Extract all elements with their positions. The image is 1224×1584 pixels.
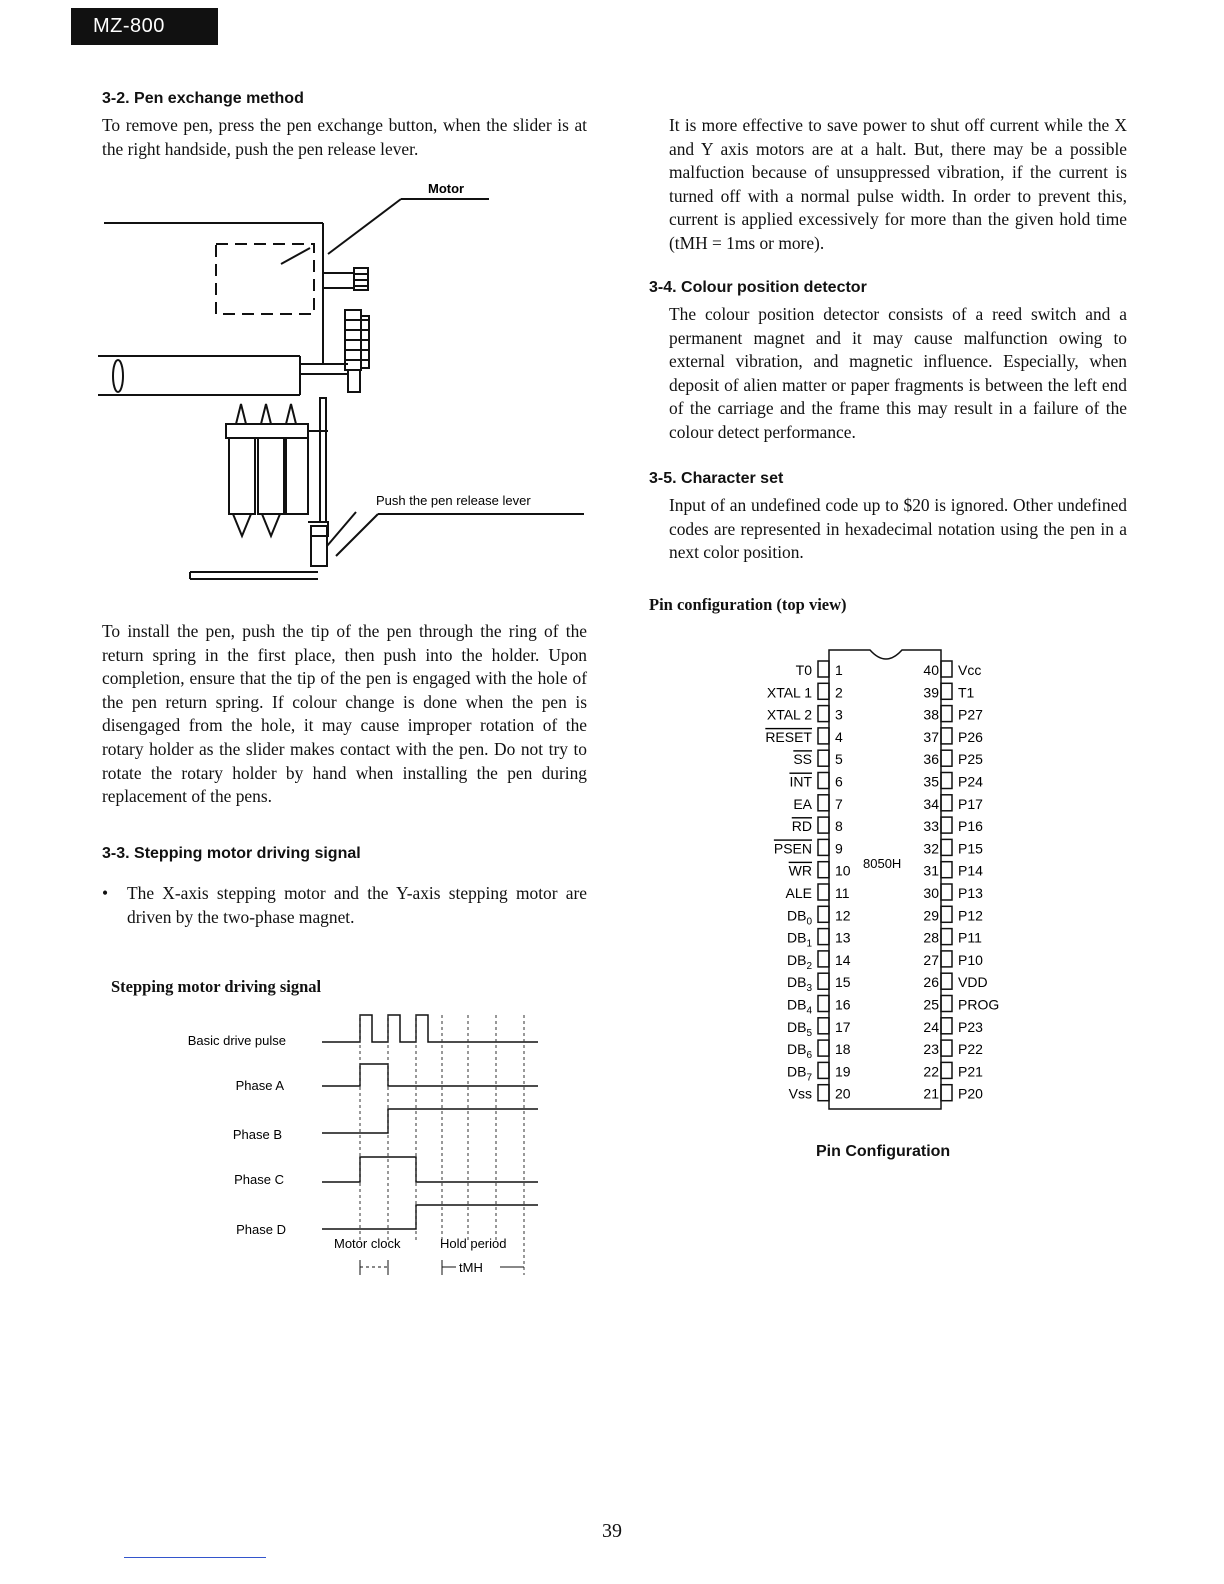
pin-number: 32 — [923, 840, 939, 857]
pin-name: P25 — [958, 751, 983, 768]
pin-box — [941, 683, 952, 699]
pin-box — [941, 773, 952, 789]
pin-number: 2 — [835, 684, 843, 701]
stepping-motor-timing-diagram — [160, 1005, 550, 1290]
pin-box — [818, 683, 829, 699]
pin-number: 30 — [923, 885, 939, 901]
pin-box — [818, 706, 829, 722]
hold-period-label: Hold period — [440, 1236, 507, 1251]
pin-name: $DB_4$ — [786, 996, 812, 1017]
pin-number: 17 — [835, 1018, 851, 1035]
pin-name: WR — [788, 862, 812, 879]
pin-number: 31 — [923, 862, 939, 879]
section-3-2-heading: 3-2. Pen exchange method — [102, 90, 304, 107]
pin-box — [941, 839, 952, 855]
pin-box — [941, 973, 952, 989]
pin-number: 28 — [923, 929, 939, 946]
pin-box — [941, 1085, 952, 1101]
pin-box — [818, 728, 829, 744]
pin-name: XTAL 2 — [766, 706, 812, 723]
pin-name: P13 — [958, 885, 983, 901]
pin-box — [941, 706, 952, 722]
pin-name: P15 — [958, 840, 983, 857]
pin-number: 16 — [835, 996, 851, 1013]
pin-name: P27 — [958, 706, 983, 723]
pin-name: ALE — [785, 885, 812, 901]
pin-name: RESET — [765, 728, 812, 745]
pin-name: P26 — [958, 728, 983, 745]
pin-number: 3 — [835, 706, 843, 723]
pin-number: 25 — [923, 996, 939, 1013]
pin-config-caption: Pin configuration (top view) — [649, 595, 847, 614]
pin-name: $DB_3$ — [786, 974, 812, 995]
pin-number: 18 — [835, 1041, 851, 1058]
section-3-4-text: The colour position detector consists of a reed switch and a permanent magnet and it may cause malfunction owing to external vibration, and magnetic influence. Especially, when deposit of alien matter or paper fragments is between the left end of the carriage and the frame this may result in a failure of the colour detect performance. — [669, 304, 1127, 442]
pin-name: $DB_0$ — [786, 907, 812, 928]
pin-number: 7 — [835, 795, 843, 812]
pin-name: $DB_6$ — [786, 1041, 812, 1062]
pin-name: $DB_1$ — [786, 929, 812, 950]
pin-box — [818, 884, 829, 900]
pin-box — [941, 906, 952, 922]
pin-name: PROG — [958, 996, 1000, 1013]
section-3-2-text: To remove pen, press the pen exchange button, when the slider is at the right handside, push the pen release lever. — [102, 115, 587, 159]
pin-box — [941, 1018, 952, 1034]
pin-box — [941, 795, 952, 811]
pin-box — [818, 1040, 829, 1056]
pin-name: $DB_5$ — [786, 1018, 812, 1039]
install-pen-text: To install the pen, push the tip of the pen through the ring of the return spring in the first place, then push into the holder. Upon completion, ensure that the tip of the pen is engaged with the hole of the pen return spring. If colour change is done when the pen is disengaged from the hole, it may cause improper rotation of the rotary holder as the slider makes contact with the pen. Do not try to rotate the rotary holder by hand when installing the pen during replacement of the pens. — [102, 621, 587, 807]
pin-configuration-diagram — [730, 640, 1030, 1120]
page-number: 39 — [602, 1520, 622, 1542]
pin-box — [818, 1018, 829, 1034]
pin-box — [941, 750, 952, 766]
chip-name: 8050H — [863, 856, 902, 871]
pin-configuration-label: Pin Configuration — [816, 1143, 951, 1160]
hold-current-text: It is more effective to save power to shut off current while the X and Y axis motors are at a halt. But, there may be a possible malfuction because of unsuppressed vibration, if the current is turned off with a normal pulse width. In order to prevent this, current is applied excessively for more than the given hold time (tMH = 1ms or more). — [669, 115, 1127, 253]
motor-clock-label: Motor clock — [334, 1236, 401, 1251]
pin-name: P17 — [958, 795, 983, 812]
pin-name: P20 — [958, 1085, 983, 1102]
pin-box — [818, 996, 829, 1012]
pin-number: 13 — [835, 929, 851, 946]
pin-number: 10 — [835, 862, 851, 879]
pin-name: P22 — [958, 1041, 983, 1058]
pin-name: P16 — [958, 818, 983, 835]
pin-box — [941, 996, 952, 1012]
pin-name: INT — [789, 773, 812, 790]
pin-number: 29 — [923, 907, 939, 924]
timing-row-label: Phase D — [236, 1222, 286, 1237]
pin-box — [941, 1062, 952, 1078]
pin-name: P23 — [958, 1018, 983, 1035]
pin-name: P11 — [958, 929, 982, 946]
pin-number: 26 — [923, 974, 939, 991]
pin-box — [818, 1062, 829, 1078]
pin-box — [941, 661, 952, 677]
pin-number: 35 — [923, 773, 939, 790]
pin-number: 6 — [835, 773, 843, 790]
pin-number: 1 — [835, 662, 843, 678]
pin-box — [818, 906, 829, 922]
pin-name: RD — [791, 818, 812, 835]
pin-name: P12 — [958, 907, 983, 924]
pin-name: VDD — [958, 974, 988, 991]
pin-number: 24 — [923, 1018, 939, 1035]
pin-name: SS — [793, 751, 812, 768]
pin-number: 36 — [923, 751, 939, 768]
pin-name: P14 — [958, 862, 983, 879]
section-3-5-heading: 3-5. Character set — [649, 470, 784, 487]
pin-name: T1 — [958, 684, 975, 701]
pin-name: $DB_7$ — [786, 1063, 812, 1084]
pin-number: 14 — [835, 951, 851, 968]
pin-box — [941, 817, 952, 833]
tmh-label: tMH — [459, 1260, 483, 1275]
pin-box — [818, 1085, 829, 1101]
pin-box — [818, 773, 829, 789]
section-3-4-heading: 3-4. Colour position detector — [649, 279, 867, 296]
footer-rule — [124, 1557, 266, 1558]
pin-box — [941, 1040, 952, 1056]
pin-number: 12 — [835, 907, 851, 924]
pin-box — [818, 661, 829, 677]
pin-box — [941, 884, 952, 900]
pin-number: 11 — [835, 885, 850, 901]
pin-box — [818, 817, 829, 833]
pin-box — [818, 795, 829, 811]
pin-name: T0 — [795, 662, 812, 678]
pin-name: P21 — [958, 1063, 983, 1080]
pin-number: 38 — [923, 706, 939, 723]
pin-number: 33 — [923, 818, 939, 835]
pin-box — [818, 862, 829, 878]
timing-row-label: Phase B — [232, 1127, 282, 1142]
pin-number: 34 — [923, 795, 939, 812]
pin-number: 22 — [923, 1063, 939, 1080]
pin-box — [941, 728, 952, 744]
pin-number: 8 — [835, 818, 843, 835]
pin-number: 39 — [923, 684, 939, 701]
pin-number: 27 — [923, 951, 939, 968]
timing-row-label: Phase A — [235, 1078, 284, 1093]
pin-box — [941, 862, 952, 878]
pen-exchange-figure — [98, 176, 590, 586]
pin-name: Vss — [788, 1085, 812, 1102]
pin-box — [818, 839, 829, 855]
release-lever-label: Push the pen release lever — [376, 493, 531, 508]
pin-name: $DB_2$ — [786, 951, 812, 972]
section-3-3-text: The X-axis stepping motor and the Y-axis stepping motor are driven by the two-phase magnet. — [127, 883, 587, 927]
pin-number: 5 — [835, 751, 843, 768]
pin-name: PSEN — [773, 840, 812, 857]
timing-caption: Stepping motor driving signal — [111, 977, 322, 996]
pin-name: EA — [793, 795, 812, 812]
pin-number: 37 — [923, 728, 939, 745]
pin-box — [818, 750, 829, 766]
pin-box — [941, 929, 952, 945]
pin-name: Vcc — [958, 662, 982, 678]
pin-number: 20 — [835, 1085, 851, 1102]
pin-name: P24 — [958, 773, 983, 790]
pin-box — [818, 973, 829, 989]
section-3-3-heading: 3-3. Stepping motor driving signal — [102, 845, 361, 862]
section-3-5-text: Input of an undefined code up to $20 is ignored. Other undefined codes are represented in hexadecimal notation using the pen in a next color position. — [669, 495, 1127, 563]
timing-row-label: Basic drive pulse — [187, 1033, 286, 1048]
pin-name: XTAL 1 — [766, 684, 812, 701]
motor-label: Motor — [428, 181, 465, 196]
pin-number: 21 — [923, 1085, 939, 1102]
pin-number: 23 — [923, 1041, 939, 1058]
pin-number: 4 — [835, 728, 843, 745]
timing-row-label: Phase C — [234, 1172, 284, 1187]
pin-number: 15 — [835, 974, 851, 991]
pin-number: 9 — [835, 840, 843, 857]
pin-box — [941, 951, 952, 967]
pin-box — [818, 951, 829, 967]
pin-number: 40 — [923, 662, 939, 678]
bullet: • — [102, 883, 109, 903]
pin-name: P10 — [958, 951, 983, 968]
model-badge: MZ-800 — [71, 8, 218, 45]
pin-box — [818, 929, 829, 945]
pin-number: 19 — [835, 1063, 851, 1080]
